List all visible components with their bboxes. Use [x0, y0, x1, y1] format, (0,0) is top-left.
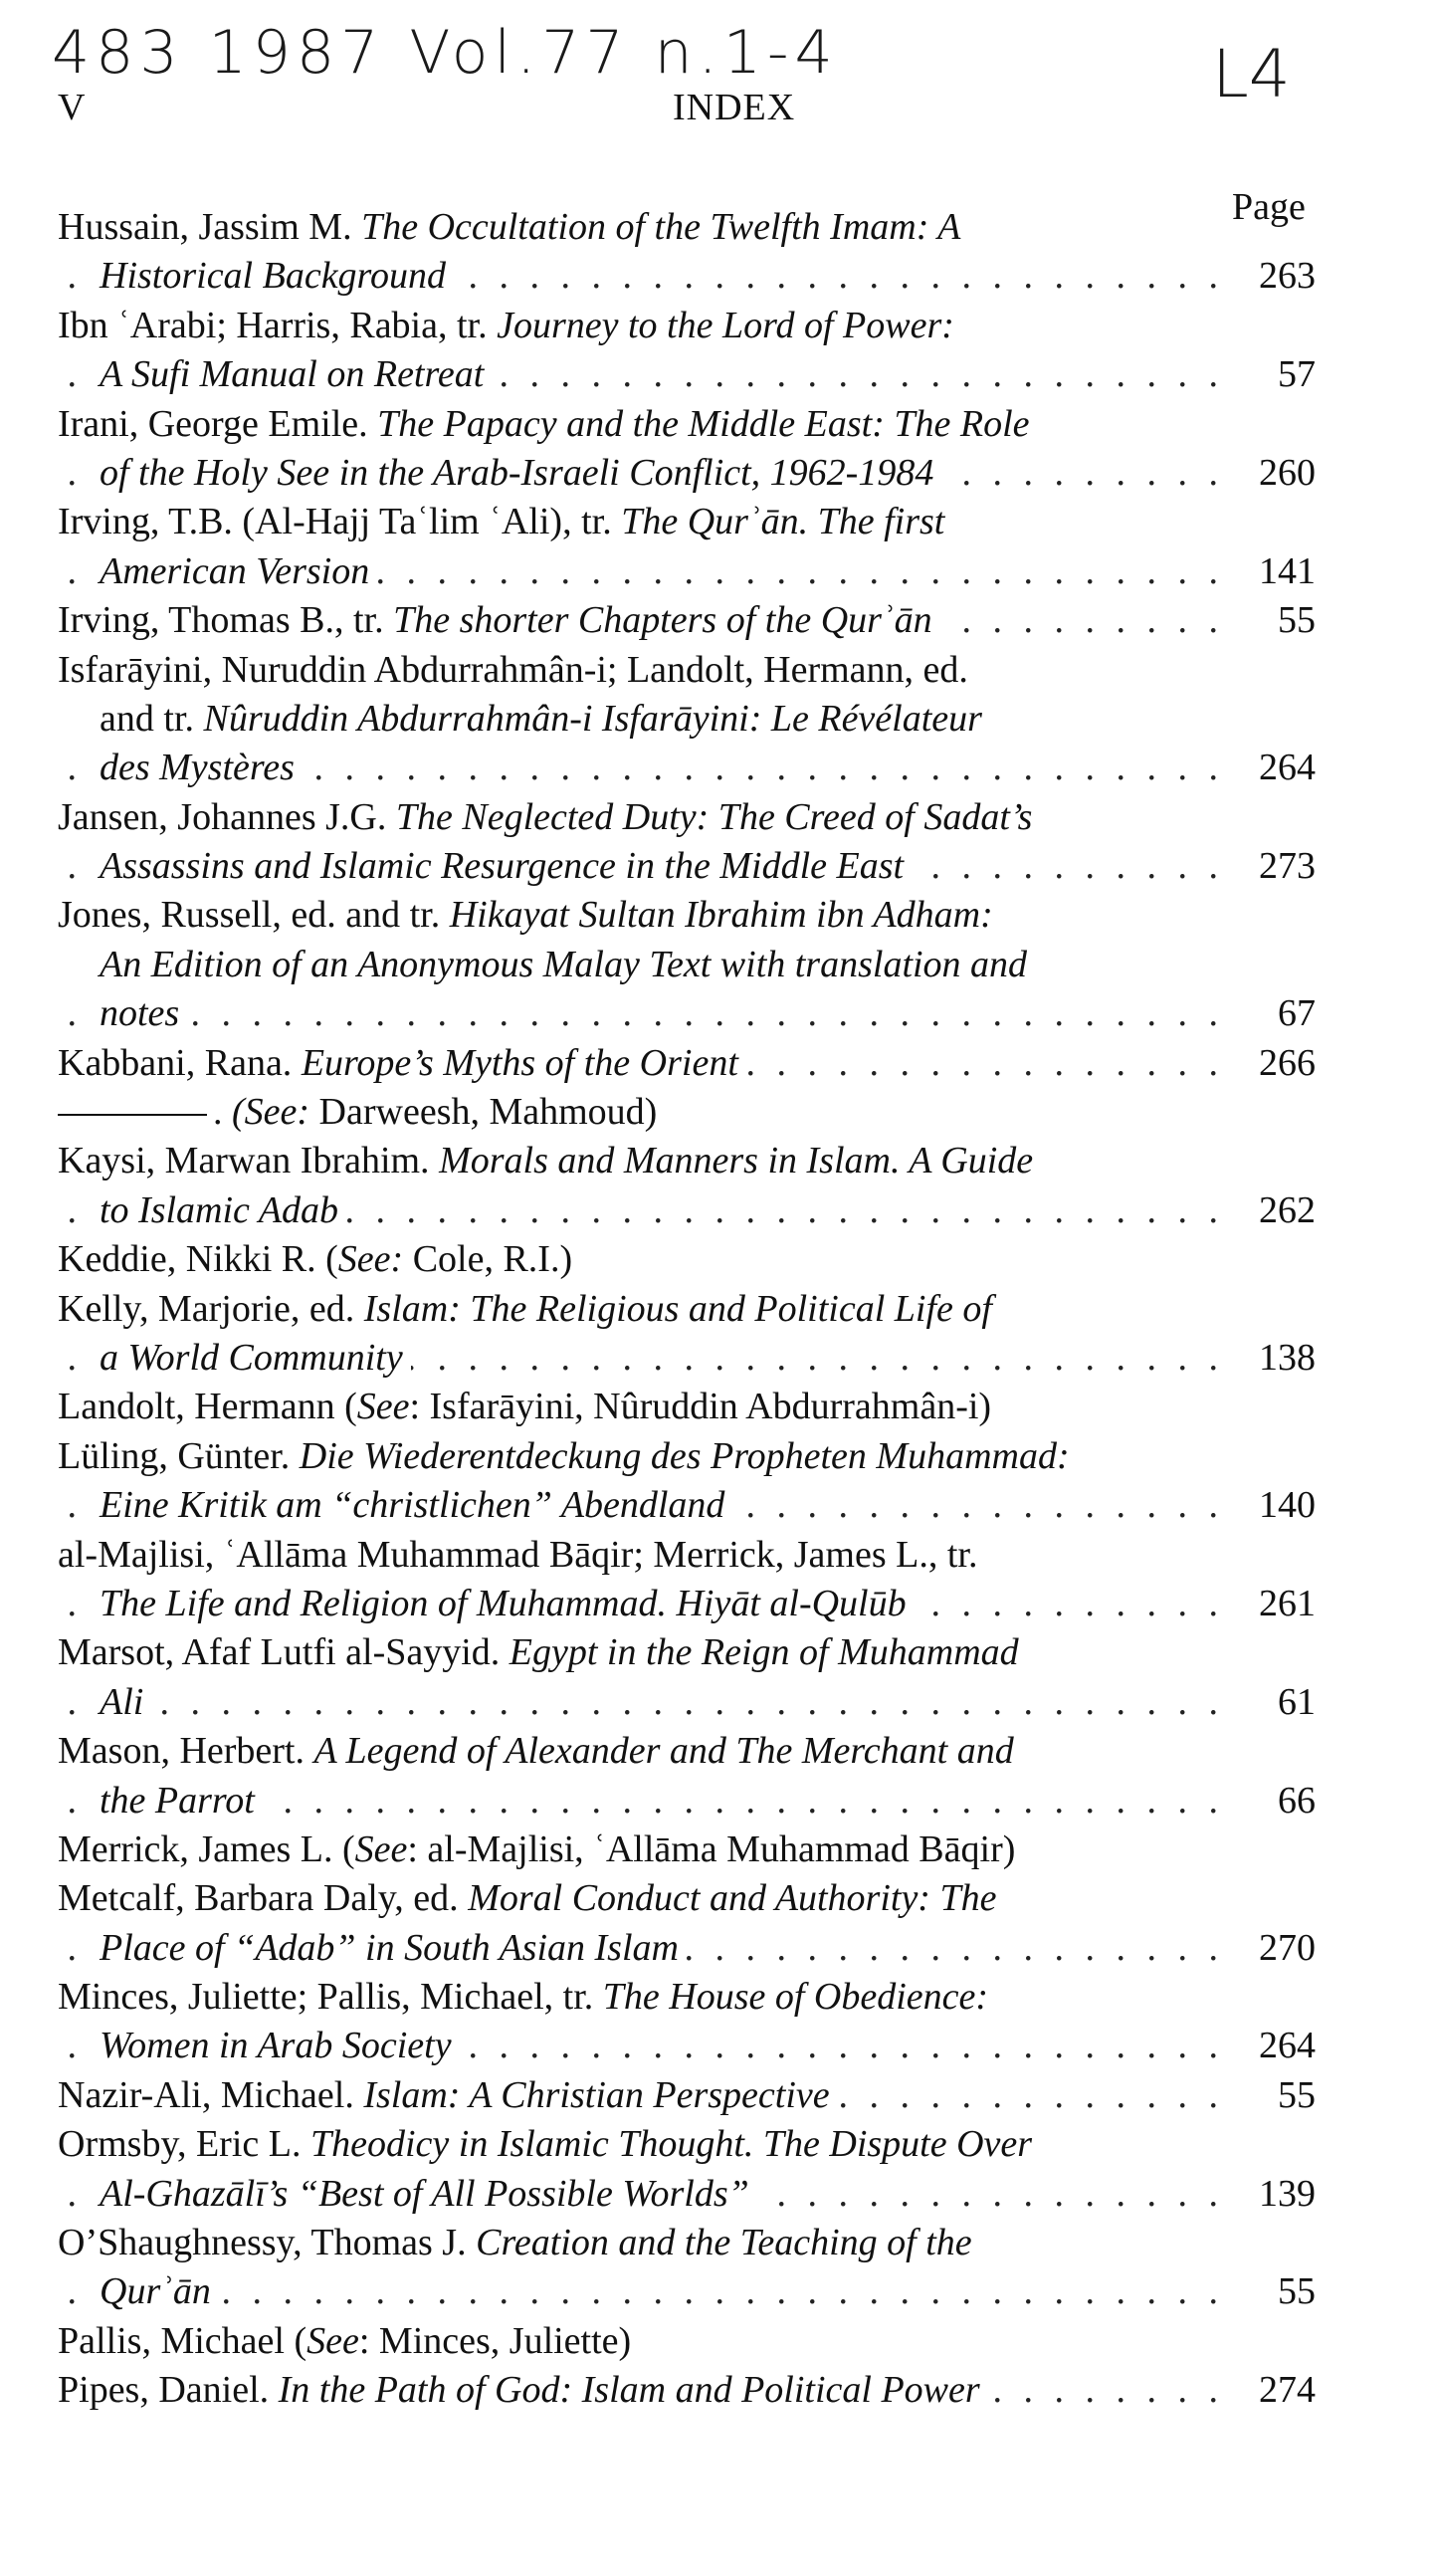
entry-text — [100, 1927, 687, 1969]
repeat-author-rule — [58, 1114, 207, 1116]
index-entry — [58, 2071, 1316, 2120]
entry-line — [58, 1973, 1316, 2022]
entry-page-number: 261 — [1230, 1580, 1316, 1628]
entry-title-text: (See: — [232, 1091, 319, 1134]
entry-page-number: 273 — [1230, 842, 1316, 891]
entry-line — [58, 2071, 1316, 2120]
entry-author-text: O’Shaughnessy, Thomas J. — [58, 2222, 477, 2264]
entry-page-number: 55 — [1230, 2071, 1316, 2120]
entry-title-text: Morals and Manners in Islam. A Guide — [439, 1140, 1034, 1182]
entry-title-text: See — [356, 1386, 410, 1428]
entry-line — [58, 1531, 1316, 1580]
entry-line — [58, 793, 1316, 842]
dot-leader — [58, 989, 1224, 1038]
entry-text — [100, 944, 1035, 985]
entry-text — [100, 2173, 757, 2215]
entry-author-text: Marsot, Afaf Lutfi al-Sayyid. — [58, 1631, 510, 1674]
entry-line — [58, 350, 1316, 399]
entry-title-text: The shorter Chapters of the Qurʾān — [393, 599, 932, 642]
entry-line — [58, 1628, 1316, 1677]
entry-author-text: Kabbani, Rana. — [58, 1041, 302, 1084]
entry-author-text: Nazir-Ali, Michael. — [58, 2073, 364, 2116]
entry-title-text: Women in Arab Society — [100, 2025, 452, 2067]
index-entries — [58, 203, 1316, 2416]
entry-title-text: Historical Background — [100, 255, 446, 298]
entry-text — [100, 452, 941, 494]
entry-author-text: Hussain, Jassim M. — [58, 206, 362, 248]
entry-text — [58, 1140, 1041, 1181]
entry-line — [58, 1432, 1316, 1481]
entry-line — [58, 1235, 1316, 1284]
entry-text — [58, 1730, 1022, 1772]
entry-text — [58, 2369, 988, 2411]
entry-title-text: Place of “Adab” in South Asian Islam — [100, 1926, 679, 1969]
entry-line — [58, 1727, 1316, 1776]
entry-title-text: to Islamic Adab — [100, 1188, 338, 1231]
entry-line — [58, 449, 1316, 498]
entry-text — [100, 1337, 411, 1379]
entry-title-text: The Life and Religion of Muhammad. Hiyāt al-Qulūb — [100, 1582, 907, 1624]
entry-title-text: A Legend of Alexander and The Merchant and — [313, 1730, 1014, 1773]
entry-title-text: The House of Obedience: — [602, 1976, 989, 2019]
entry-text — [100, 353, 492, 395]
entry-text — [100, 1780, 263, 1822]
entry-page-number: 57 — [1230, 350, 1316, 399]
entry-author-text: : Isfarāyini, Nûruddin Abdurrahmân-i) — [409, 1386, 992, 1428]
entry-text — [100, 698, 990, 740]
entry-text — [58, 501, 952, 542]
entry-title-text: Islam: A Christian Perspective — [363, 2073, 830, 2116]
entry-title-text: the Parrot — [100, 1779, 255, 1822]
entry-title-text: Nûruddin Abdurrahmân-i Isfarāyini: Le Révélateur — [203, 697, 982, 740]
entry-line — [58, 1039, 1316, 1088]
entry-text — [58, 1042, 746, 1084]
entry-line — [58, 744, 1316, 792]
page-column-label: Page — [1232, 186, 1306, 228]
entry-text — [58, 599, 940, 641]
entry-title-text: Die Wiederentdeckung des Propheten Muhammad: — [299, 1434, 1070, 1477]
entry-text — [58, 2074, 838, 2116]
entry-title-text: American Version — [100, 549, 370, 592]
entry-title-text: des Mystères — [100, 747, 295, 789]
entry-title-text: Hikayat Sultan Ibrahim ibn Adham: — [449, 894, 993, 937]
entry-line — [58, 1777, 1316, 1825]
entry-author-text: Darweesh, Mahmoud) — [318, 1091, 658, 1134]
entry-line — [58, 1137, 1316, 1185]
entry-author-text: Merrick, James L. ( — [58, 1827, 355, 1870]
entry-line — [58, 842, 1316, 891]
entry-title-text: See — [354, 1827, 408, 1870]
dot-leader — [58, 2267, 1224, 2316]
index-entry — [58, 302, 1316, 400]
index-entry — [58, 2219, 1316, 2317]
entry-title-text: Islam: The Religious and Political Life of — [363, 1287, 992, 1330]
entry-text — [100, 845, 912, 887]
entry-title-text: The Neglected Duty: The Creed of Sadat’s — [395, 795, 1033, 838]
entry-text — [100, 2270, 219, 2312]
entry-page-number: 55 — [1230, 596, 1316, 645]
entry-line — [58, 1285, 1316, 1334]
entry-line — [58, 989, 1316, 1038]
entry-line — [58, 302, 1316, 350]
entry-author-text: Lüling, Günter. — [58, 1434, 300, 1477]
page-title: INDEX — [673, 87, 796, 128]
index-entry — [58, 400, 1316, 499]
entry-title-text: Assassins and Islamic Resurgence in the Middle East — [100, 845, 905, 888]
entry-text — [100, 1189, 346, 1231]
entry-line — [58, 1678, 1316, 1727]
entry-title-text: See — [306, 2319, 359, 2362]
entry-text — [58, 1288, 1000, 1330]
index-entry — [58, 1628, 1316, 1727]
entry-text — [58, 1238, 580, 1280]
entry-line — [58, 2170, 1316, 2219]
entry-line — [58, 2267, 1316, 2316]
index-entry — [58, 1137, 1316, 1235]
entry-author-text: Jones, Russell, ed. and tr. — [58, 894, 450, 937]
index-entry — [58, 1383, 1316, 1431]
entry-title-text: Eine Kritik am “christlichen” Abendland — [100, 1484, 725, 1527]
entry-author-text: al-Majlisi, ʿAllāma Muhammad Bāqir; Merrick, James L., tr. — [58, 1533, 978, 1576]
entry-title-text: Creation and the Teaching of the — [476, 2222, 972, 2264]
entry-line — [58, 498, 1316, 546]
entry-line — [58, 596, 1316, 645]
entry-title-text: Qurʾān — [100, 2270, 211, 2313]
entry-title-text: Al-Ghazālī’s “Best of All Possible Worlds” — [100, 2172, 749, 2215]
index-entry — [58, 498, 1316, 596]
entry-text — [58, 894, 1001, 936]
entry-text — [58, 2320, 639, 2362]
entry-author-text: Metcalf, Barbara Daly, ed. — [58, 1877, 469, 1920]
entry-author-text: Cole, R.I.) — [403, 1238, 573, 1281]
entry-text — [100, 1681, 151, 1723]
entry-text — [58, 1877, 1004, 1919]
entry-author-text: and tr. — [100, 697, 204, 740]
entry-title-text: Ali — [100, 1680, 144, 1723]
entry-page-number: 55 — [1230, 2267, 1316, 2316]
entry-title-text: notes — [100, 992, 180, 1035]
entry-page-number: 66 — [1230, 1777, 1316, 1825]
entry-text — [100, 992, 187, 1034]
handwritten-call-number: 483 1987 Vol.77 n.1-4 — [52, 18, 839, 88]
entry-page-number: 264 — [1230, 744, 1316, 792]
index-entry — [58, 1039, 1316, 1088]
entry-text — [58, 1386, 999, 1427]
entry-author-text: Keddie, Nikki R. ( — [58, 1238, 338, 1281]
entry-author-text: Ibn ʿArabi; Harris, Rabia, tr. — [58, 304, 498, 346]
index-entry — [58, 1235, 1316, 1284]
dot-leader — [58, 1678, 1224, 1727]
entry-line — [58, 1186, 1316, 1235]
entry-line — [58, 2317, 1316, 2366]
entry-text — [58, 2222, 980, 2263]
entry-author-text: Minces, Juliette; Pallis, Michael, tr. — [58, 1976, 603, 2019]
entry-title-text: Journey to the Lord of Power: — [497, 304, 954, 346]
volume-numeral: V — [58, 87, 86, 128]
entry-line — [58, 1334, 1316, 1383]
entry-title-text: The Qurʾān. The first — [621, 501, 945, 543]
entry-page-number: 266 — [1230, 1039, 1316, 1088]
entry-page-number: 140 — [1230, 1481, 1316, 1530]
entry-author-text: Irving, T.B. (Al-Hajj Taʿlim ʿAli), tr. — [58, 501, 622, 543]
entry-text — [58, 1091, 665, 1133]
index-entry — [58, 1825, 1316, 1874]
index-entry — [58, 1531, 1316, 1629]
entry-author-text: Isfarāyini, Nuruddin Abdurrahmân-i; Landolt, Hermann, ed. — [58, 648, 968, 691]
index-entry — [58, 1973, 1316, 2071]
entry-page-number: 263 — [1230, 252, 1316, 301]
entry-line — [58, 1383, 1316, 1431]
entry-title-text: of the Holy See in the Arab-Israeli Conflict, 1962-1984 — [100, 451, 934, 494]
page-header — [58, 86, 1312, 135]
entry-line — [58, 891, 1316, 940]
index-entry — [58, 203, 1316, 302]
entry-text — [58, 305, 962, 346]
index-entry — [58, 1432, 1316, 1531]
index-entry — [58, 2120, 1316, 2219]
index-entry — [58, 1285, 1316, 1384]
entry-title-text: a World Community — [100, 1336, 403, 1379]
entry-line — [58, 695, 1316, 744]
entry-page-number: 138 — [1230, 1334, 1316, 1383]
entry-title-text: A Sufi Manual on Retreat — [100, 353, 485, 396]
entry-author-text: Ormsby, Eric L. — [58, 2123, 310, 2166]
index-entry — [58, 1727, 1316, 1825]
entry-line — [58, 252, 1316, 301]
entry-title-text: Europe’s Myths of the Orient — [301, 1041, 738, 1084]
entry-title-text: The Occultation of the Twelfth Imam: A — [361, 206, 961, 248]
entry-page-number: 67 — [1230, 989, 1316, 1038]
entry-title-text: See: — [337, 1238, 404, 1281]
index-entry — [58, 596, 1316, 645]
entry-page-number: 141 — [1230, 547, 1316, 596]
entry-author-text: Mason, Herbert. — [58, 1730, 314, 1773]
entry-text — [58, 1828, 1023, 1870]
entry-author-text: Landolt, Hermann ( — [58, 1386, 357, 1428]
entry-line — [58, 1481, 1316, 1530]
entry-text — [58, 1976, 996, 2018]
entry-line — [58, 203, 1316, 252]
entry-title-text: Theodicy in Islamic Thought. The Dispute Over — [309, 2123, 1033, 2166]
entry-line — [58, 1088, 1316, 1137]
entry-author-text: Kelly, Marjorie, ed. — [58, 1287, 364, 1330]
entry-title-text: Moral Conduct and Authority: The — [468, 1877, 997, 1920]
entry-author-text: : al-Majlisi, ʿAllāma Muhammad Bāqir) — [407, 1827, 1016, 1870]
entry-page-number: 260 — [1230, 449, 1316, 498]
entry-author-text: Pipes, Daniel. — [58, 2369, 279, 2412]
entry-text — [100, 255, 454, 297]
index-entry — [58, 793, 1316, 892]
entry-text — [58, 2123, 1040, 2165]
index-entry — [58, 1874, 1316, 1973]
entry-page-number: 262 — [1230, 1186, 1316, 1235]
entry-text — [58, 206, 968, 248]
entry-title-text: Egypt in the Reign of Muhammad — [509, 1631, 1019, 1674]
entry-line — [58, 1825, 1316, 1874]
entry-text — [58, 1534, 985, 1576]
entry-line — [58, 2366, 1316, 2415]
entry-author-text: Irani, George Emile. — [58, 402, 378, 445]
entry-text — [100, 2025, 460, 2066]
entry-author-text: Jansen, Johannes J.G. — [58, 795, 396, 838]
entry-author-text: Pallis, Michael ( — [58, 2319, 307, 2362]
entry-text — [100, 747, 303, 788]
entry-text — [58, 403, 1038, 445]
entry-page-number: 139 — [1230, 2170, 1316, 2219]
entry-line — [58, 547, 1316, 596]
entry-title-text: The Papacy and the Middle East: The Role — [377, 402, 1030, 445]
entry-title-text: An Edition of an Anonymous Malay Text with translation and — [100, 943, 1028, 985]
entry-page-number: 274 — [1230, 2366, 1316, 2415]
index-entry — [58, 646, 1316, 793]
entry-text — [58, 796, 1040, 838]
entry-line — [58, 941, 1316, 989]
index-entry — [58, 891, 1316, 1038]
index-entry — [58, 2366, 1316, 2415]
entry-title-text: In the Path of God: Islam and Political Power — [278, 2369, 980, 2412]
entry-text — [58, 649, 976, 691]
entry-author-text: Kaysi, Marwan Ibrahim. — [58, 1140, 440, 1182]
handwritten-mark: L4 — [1212, 36, 1291, 112]
index-entry — [58, 1088, 1316, 1137]
entry-line — [58, 400, 1316, 449]
entry-line — [58, 2022, 1316, 2070]
entry-line — [58, 2120, 1316, 2169]
entry-text — [58, 1435, 1078, 1477]
index-entry — [58, 2317, 1316, 2366]
entry-page-number: 270 — [1230, 1924, 1316, 1973]
entry-line — [58, 1580, 1316, 1628]
entry-text — [100, 1484, 732, 1526]
entry-line — [58, 1874, 1316, 1923]
entry-page-number: 61 — [1230, 1678, 1316, 1727]
entry-text — [100, 550, 377, 592]
entry-page-number: 264 — [1230, 2022, 1316, 2070]
entry-text — [58, 1631, 1027, 1673]
entry-author-text: . — [213, 1091, 232, 1134]
entry-line — [58, 2219, 1316, 2267]
entry-line — [58, 646, 1316, 695]
entry-author-text: Irving, Thomas B., tr. — [58, 599, 394, 642]
entry-line — [58, 1924, 1316, 1973]
entry-author-text: : Minces, Juliette) — [358, 2319, 632, 2362]
entry-text — [100, 1583, 915, 1624]
